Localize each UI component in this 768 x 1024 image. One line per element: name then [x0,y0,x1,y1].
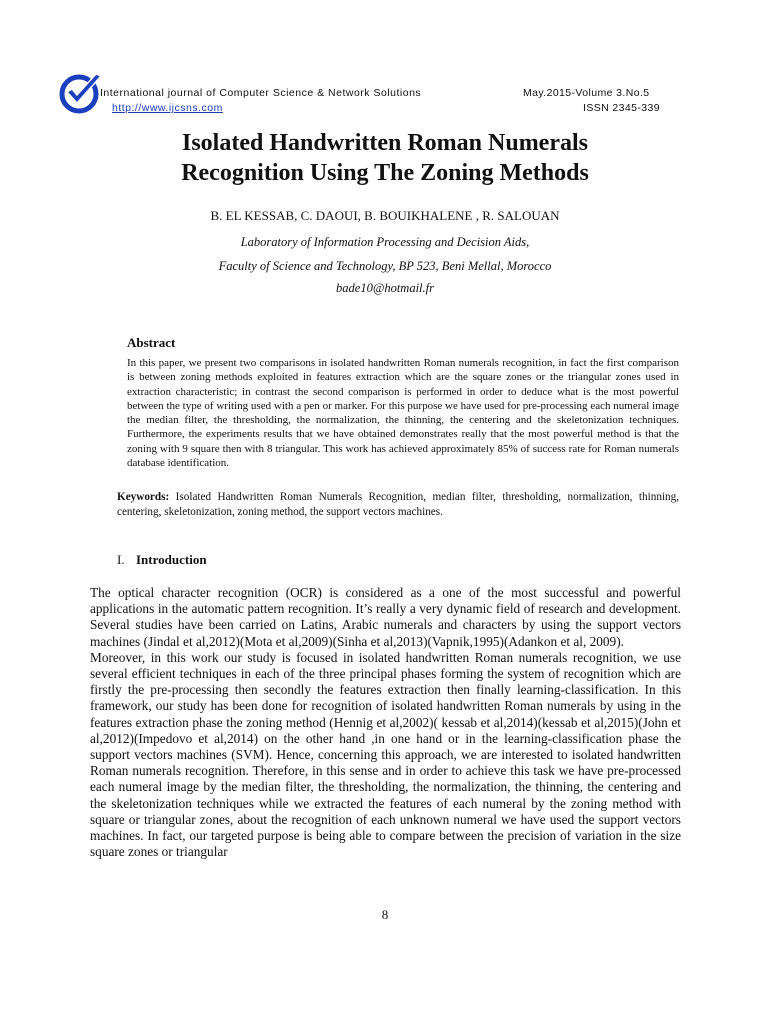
journal-header [100,86,421,116]
paper-title-line-2: Recognition Using The Zoning Methods [181,160,589,186]
introduction-paragraph-1: The optical character recognition (OCR) is considered as a one of the most successful and powerful applications in the automatic pattern recognition. It’s really a very dynamic field of research and development. Several studies have been carried on Latins, Arabic numerals and characters by using the support vectors machines (Jindal et al,2012)(Mota et al,2009)(Sinha et al,2013)(Vapnik,1995)(Adankon et al, 2009). [90,585,681,649]
section-title: Introduction [136,552,207,567]
keywords [117,490,679,520]
journal-name: International journal of Computer Science & Network Solutions [100,87,422,99]
introduction-body [90,585,681,860]
affiliation-line-1: Laboratory of Information Processing and Decision Aids, [240,235,530,249]
issn: ISSN 2345-339 [583,102,660,114]
abstract-body: In this paper, we present two comparisons in isolated handwritten Roman numerals recognition, in fact the first comparison is between zoning methods exploited in features extraction which are the square zones or the triangular zones used in extraction characteristic; in contrast the second comparison is performed in order to deduce what is the most powerful between the type of writing used with a pen or marker. For this purpose we have used for pre-processing each numeral image the median filter, the thresholding, the normalization, the thinning, the centering and the skeletonization techniques. Furthermore, the experiments results that we have obtained demonstrates really that the most powerful method is that the zoning with 9 square then with 8 triangular. This work has achieved approximately 85% of success rate for Roman numerals database identification. [127,357,679,470]
abstract-heading: Abstract [127,335,176,350]
issue-volume: May.2015-Volume 3.No.5 [523,87,650,99]
author-email: bade10@hotmail.fr [336,281,434,295]
journal-url-link[interactable]: http://www.ijcsns.com [112,102,223,114]
paper-title [90,128,680,188]
introduction-paragraph-2: Moreover, in this work our study is focused in isolated handwritten Roman numerals recognition, we use several efficient techniques in each of the three principal phases forming the system of recognition which are firstly the pre-processing then secondly the features extraction then finally learning-classification. In this framework, our study has been done for recognition of isolated handwritten Roman numerals by using in the features extraction phase the zoning method (Hennig et al,2002)( kessab et al,2014)(kessab et al,2015)(John et al,2012)(Impedovo et al,2014) on the other hand ,in one hand or in the learning-classification phase the support vectors machines (SVM). Hence, concerning this approach, we are interested to isolated handwritten Roman numerals recognition. Therefore, in this sense and in order to achieve this task we have pre-processed each numeral image by the median filter, the thresholding, the normalization, the thinning, the centering and the skeletonization techniques while we extracted the features of each numeral by the zoning method with square or triangular zones, about the recognition of each unknown numeral we have used the support vectors machines. In fact, our targeted purpose is being able to compare between the precision of variation in the size square zones or triangular [90,649,681,860]
issue-info [523,86,673,116]
keywords-label: Keywords: [117,491,170,503]
paper-title-line-1: Isolated Handwritten Roman Numerals [182,130,588,156]
page-number: 8 [381,907,389,922]
authors: B. EL KESSAB, C. DAOUI, B. BOUIKHALENE , R. SALOUAN [210,208,560,223]
keywords-text: Isolated Handwritten Roman Numerals Recognition, median filter, thresholding, normalization, thinning, centering, skeletonization, zoning method, the support vectors machines. [117,491,680,518]
section-number: I. [117,552,125,567]
affiliation-line-2: Faculty of Science and Technology, BP 523, Beni Mellal, Morocco [218,259,552,273]
journal-logo-checkmark-icon [58,70,104,116]
